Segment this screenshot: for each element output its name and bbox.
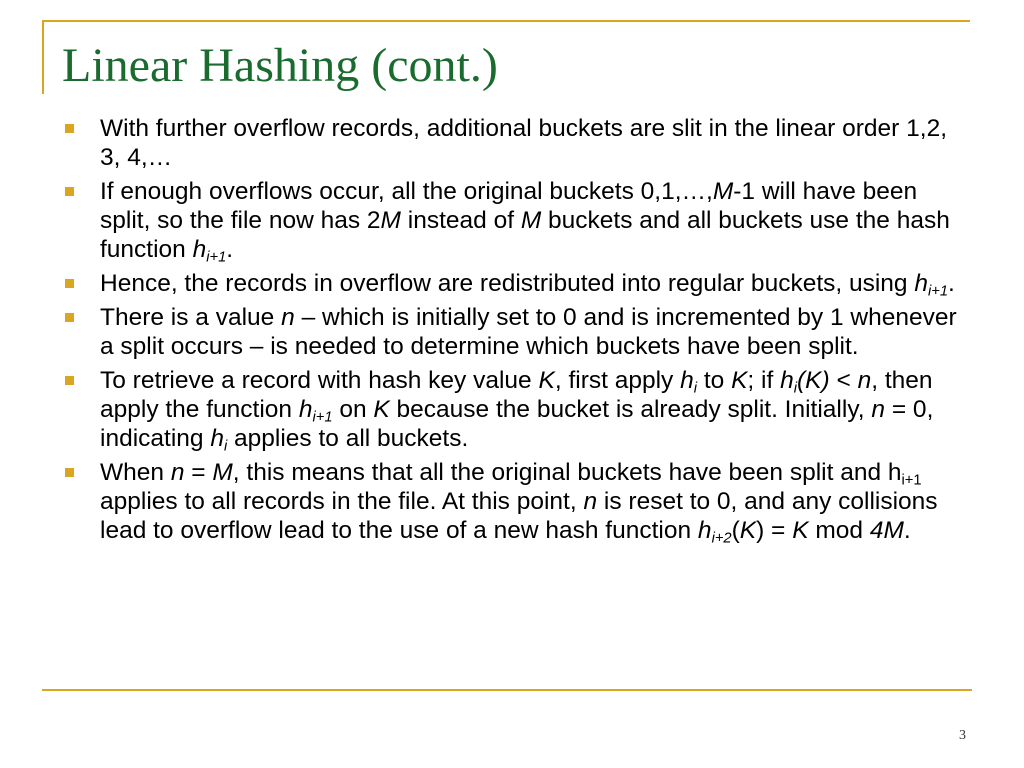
bullet-text: ( [731, 517, 740, 544]
subscript: i+1 [928, 283, 949, 300]
bullet-item [62, 177, 962, 264]
var-h: h [780, 367, 794, 394]
square-bullet-icon [65, 313, 74, 322]
var-M: M [212, 459, 233, 486]
bullet-text: is reset to 0, and any collisions lead to overflow lead to the use of a new hash function [100, 488, 938, 544]
var-n: n [281, 304, 295, 331]
bullet-item [62, 458, 962, 545]
var-n: n [583, 488, 598, 515]
var-K: K [373, 396, 390, 423]
var-h: h [192, 236, 207, 263]
bullet-text: buckets and all buckets use the hash function [100, 207, 950, 263]
bullet-text: When [100, 459, 171, 486]
var-K: (K) [796, 367, 830, 394]
var-h: h [298, 396, 313, 423]
subscript: i+1 [901, 472, 922, 489]
var-h: h [210, 425, 224, 452]
bullet-item [62, 366, 962, 453]
var-K: K [792, 517, 809, 544]
subscript: i [693, 380, 698, 397]
bullet-text: . [903, 517, 911, 544]
bullet-text: . [948, 270, 955, 297]
var-M: M [712, 178, 734, 205]
frame-top-line [42, 20, 970, 22]
subscript: i [793, 380, 797, 397]
bullet-item [62, 114, 962, 172]
bullet-list [62, 114, 962, 550]
frame-vertical-line [42, 20, 44, 94]
bullet-text: < [829, 367, 858, 394]
bullet-text: With further overflow records, additional buckets are slit in the linear order 1,2, 3, 4,… [100, 115, 948, 171]
bullet-text: , this means that all the original buckets have been split and h [232, 459, 902, 486]
square-bullet-icon [65, 187, 74, 196]
slide-title: Linear Hashing (cont.) [62, 39, 498, 92]
square-bullet-icon [65, 124, 74, 133]
var-K: K [731, 367, 748, 394]
bullet-text: To retrieve a record with hash key value [100, 367, 539, 394]
bullet-text: instead of [400, 207, 521, 234]
bullet-text: to [697, 367, 732, 394]
var-h: h [680, 367, 694, 394]
bullet-item [62, 269, 962, 298]
bullet-text: . [226, 236, 234, 263]
bullet-text: ; if [747, 367, 781, 394]
var-n: n [170, 459, 185, 486]
bullet-item [62, 303, 962, 361]
subscript: i+1 [206, 249, 227, 266]
var-h: h [914, 270, 929, 297]
subscript: i+1 [312, 409, 333, 426]
bullet-text: because the bucket is already split. Initially, [389, 396, 872, 423]
bullet-text: , then apply the function [100, 367, 933, 423]
subscript: i [223, 438, 228, 455]
subscript: i+2 [711, 530, 732, 547]
bullet-text: If enough overflows occur, all the original buckets 0,1,…, [100, 178, 713, 205]
bullet-text: ) = [756, 517, 793, 544]
var-K: K [739, 517, 757, 544]
var-h: h [697, 517, 712, 544]
footer-divider [42, 689, 972, 691]
bullet-text: on [332, 396, 374, 423]
var-M: M [520, 207, 542, 234]
bullet-text: = [184, 459, 213, 486]
square-bullet-icon [65, 376, 74, 385]
bullet-text: mod [808, 517, 870, 544]
bullet-text: There is a value [100, 304, 282, 331]
square-bullet-icon [65, 468, 74, 477]
square-bullet-icon [65, 279, 74, 288]
var-M: M [380, 207, 401, 234]
bullet-text: = 0, indicating [100, 396, 934, 452]
page-number: 3 [959, 728, 966, 743]
var-4M: 4M [869, 517, 904, 544]
bullet-text: , first apply [554, 367, 681, 394]
bullet-text: -1 will have been split, so the file now has 2 [100, 178, 918, 234]
bullet-text: – which is initially set to 0 and is incremented by 1 whenever a split occurs – is needed to determine which buckets have been split. [100, 304, 957, 360]
bullet-text: applies to all records in the file. At this point, [100, 488, 584, 515]
var-n: n [857, 367, 872, 394]
bullet-text: applies to all buckets. [227, 425, 469, 452]
bullet-text: Hence, the records in overflow are redistributed into regular buckets, using [100, 270, 915, 297]
var-K: K [538, 367, 555, 394]
var-n: n [871, 396, 886, 423]
